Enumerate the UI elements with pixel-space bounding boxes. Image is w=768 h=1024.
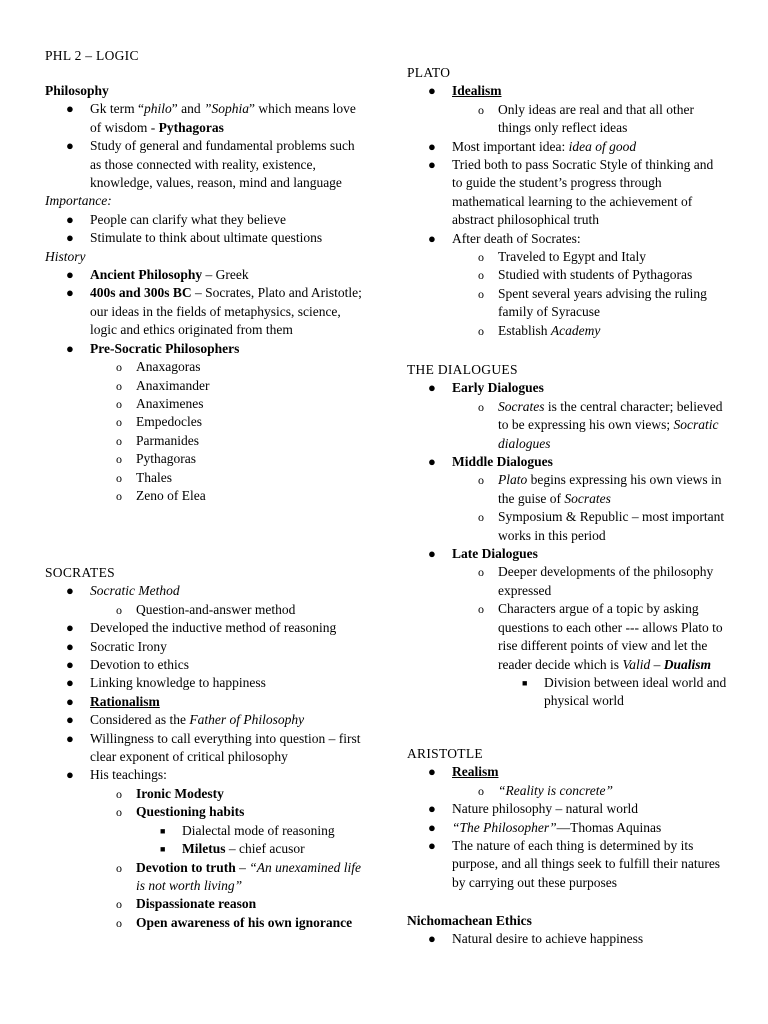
list-item: ● Developed the inductive method of reasoning: [45, 619, 367, 637]
list-item: o Dispassionate reason: [45, 895, 367, 913]
circle-bullet-icon: o: [478, 602, 484, 617]
list-item: ● Tried both to pass Socratic Style of thinking and to guide the student’s progress through mathematical learning to the achievement of abstract philosophical truth: [428, 157, 714, 228]
bullet-icon: ●: [66, 712, 74, 728]
circle-bullet-icon: o: [478, 268, 484, 283]
bullet-icon: ●: [428, 83, 436, 99]
list-item: ■ Miletus – chief acusor: [45, 840, 367, 858]
circle-bullet-icon: o: [116, 378, 122, 393]
square-bullet-icon: ■: [160, 844, 166, 855]
list-item: ● People can clarify what they believe: [45, 211, 367, 229]
list-item: o Pythagoras: [45, 450, 367, 468]
list-item: ● Idealism: [407, 82, 727, 100]
philosophy-section: [45, 82, 367, 505]
list-item: ● Gk term “philo” and ”Sophia” which means love of wisdom - Pythagoras: [66, 101, 356, 135]
bullet-icon: ●: [428, 801, 436, 817]
list-item: o Studied with students of Pythagoras: [407, 266, 727, 284]
circle-bullet-icon: o: [116, 470, 122, 485]
list-item: ● Ancient Philosophy – Greek: [45, 266, 367, 284]
circle-bullet-icon: o: [478, 286, 484, 301]
bullet-icon: ●: [66, 638, 74, 654]
list-item: ● Early Dialogues: [407, 379, 727, 397]
bullet-icon: ●: [428, 546, 436, 562]
list-item: o Empedocles: [45, 413, 367, 431]
circle-bullet-icon: o: [116, 897, 122, 912]
plato-section: [407, 64, 727, 340]
list-item: o Establish Academy: [407, 322, 727, 340]
circle-bullet-icon: o: [478, 102, 484, 117]
circle-bullet-icon: o: [478, 399, 484, 414]
list-item: o Traveled to Egypt and Italy: [407, 248, 727, 266]
list-item: ■ Division between ideal world and physical world: [522, 674, 727, 709]
philosophy-heading: Philosophy: [45, 83, 109, 98]
list-item: ● Study of general and fundamental problems such as those connected with reality, existence, knowledge, values, reason, mind and language: [66, 138, 355, 191]
bullet-icon: ●: [66, 675, 74, 691]
list-item: ● Realism: [407, 763, 727, 781]
list-item: ● Pre-Socratic Philosophers: [45, 340, 367, 358]
bullet-icon: ●: [428, 819, 436, 835]
bullet-icon: ●: [428, 764, 436, 780]
list-item: o Only ideas are real and that all other things only reflect ideas: [478, 101, 695, 136]
list-item: ● Stimulate to think about ultimate questions: [45, 229, 367, 247]
bullet-icon: ●: [66, 583, 74, 599]
bullet-icon: ●: [428, 380, 436, 396]
list-item: ● “The Philosopher”—Thomas Aquinas: [407, 819, 727, 837]
bullet-icon: ●: [66, 138, 74, 154]
list-item: o “Reality is concrete”: [407, 782, 727, 800]
list-item: o Socrates is the central character; believed to be expressing his own views; Socratic dialogues: [478, 398, 723, 451]
list-item: ● Considered as the Father of Philosophy: [45, 711, 367, 729]
bullet-icon: ●: [66, 285, 74, 301]
list-item: ● Socratic Irony: [45, 638, 367, 656]
list-item: o Deeper developments of the philosophy expressed: [478, 564, 714, 598]
list-item: o Devotion to truth – “An unexamined life is not worth living”: [116, 859, 361, 893]
list-item: o Symposium & Republic – most important works in this period: [478, 509, 725, 543]
list-item: ● Rationalism: [45, 693, 367, 711]
list-item: o Plato begins expressing his own views in the guise of Socrates: [478, 472, 722, 506]
list-item: o Questioning habits: [45, 803, 367, 821]
list-item: o Anaximander: [45, 377, 367, 395]
bullet-icon: ●: [66, 693, 74, 709]
aristotle-heading: ARISTOTLE: [407, 746, 483, 761]
circle-bullet-icon: o: [116, 786, 122, 801]
aristotle-section: [407, 745, 727, 892]
circle-bullet-icon: o: [116, 452, 122, 467]
list-item: ● After death of Socrates:: [407, 230, 727, 248]
circle-bullet-icon: o: [478, 250, 484, 265]
list-item: ● His teachings:: [45, 766, 367, 784]
importance-label: Importance:: [45, 193, 112, 209]
circle-bullet-icon: o: [116, 602, 122, 617]
bullet-icon: ●: [66, 267, 74, 283]
plato-heading: PLATO: [407, 65, 451, 80]
list-item: ● Late Dialogues: [407, 545, 727, 563]
list-item: o Thales: [45, 469, 367, 487]
list-item: ● Natural desire to achieve happiness: [407, 930, 727, 948]
circle-bullet-icon: o: [478, 510, 484, 525]
bullet-icon: ●: [428, 931, 436, 947]
list-item: ● 400s and 300s BC – Socrates, Plato and Aristotle; our ideas in the fields of metaphysics, science, logic and ethics originated from them: [66, 285, 362, 338]
circle-bullet-icon: o: [116, 488, 122, 503]
doc-title: PHL 2 – LOGIC: [45, 48, 139, 63]
bullet-icon: ●: [66, 767, 74, 783]
circle-bullet-icon: o: [478, 473, 484, 488]
list-item: ■ Dialectal mode of reasoning: [45, 822, 367, 840]
list-item: o Spent several years advising the ruling family of Syracuse: [478, 285, 707, 320]
ethics-section: [407, 912, 727, 949]
bullet-icon: ●: [66, 230, 74, 246]
circle-bullet-icon: o: [116, 433, 122, 448]
circle-bullet-icon: o: [116, 915, 122, 930]
bullet-icon: ●: [66, 730, 74, 746]
bullet-icon: ●: [66, 620, 74, 636]
circle-bullet-icon: o: [478, 565, 484, 580]
circle-bullet-icon: o: [116, 360, 122, 375]
circle-bullet-icon: o: [478, 783, 484, 798]
dialogues-section: [407, 361, 727, 711]
bullet-icon: ●: [428, 230, 436, 246]
circle-bullet-icon: o: [116, 860, 122, 875]
ethics-heading: Nichomachean Ethics: [407, 913, 532, 928]
circle-bullet-icon: o: [116, 415, 122, 430]
bullet-icon: ●: [428, 454, 436, 470]
list-item: ● Most important idea: idea of good: [407, 138, 727, 156]
bullet-icon: ●: [66, 101, 74, 117]
circle-bullet-icon: o: [116, 805, 122, 820]
dialogues-heading: THE DIALOGUES: [407, 362, 518, 377]
list-item: o Parmanides: [45, 432, 367, 450]
square-bullet-icon: ■: [522, 677, 528, 688]
list-item: ● Nature philosophy – natural world: [407, 800, 727, 818]
bullet-icon: ●: [66, 657, 74, 673]
list-item: ● Linking knowledge to happiness: [45, 674, 367, 692]
circle-bullet-icon: o: [116, 396, 122, 411]
bullet-icon: ●: [428, 138, 436, 154]
bullet-icon: ●: [428, 157, 436, 173]
list-item: ● Middle Dialogues: [407, 453, 727, 471]
list-item: o Anaxagoras: [45, 358, 367, 376]
square-bullet-icon: ■: [160, 825, 166, 836]
list-item: ● Willingness to call everything into question – first clear exponent of critical philosophy: [66, 730, 361, 765]
list-item: o Question-and-answer method: [45, 601, 367, 619]
list-item: o Anaximenes: [45, 395, 367, 413]
list-item: ● Socratic Method: [45, 582, 367, 600]
list-item: o Open awareness of his own ignorance: [45, 914, 367, 932]
history-label: History: [45, 248, 86, 264]
bullet-icon: ●: [66, 211, 74, 227]
socrates-section: [45, 564, 367, 932]
list-item: ● Devotion to ethics: [45, 656, 367, 674]
socrates-heading: SOCRATES: [45, 565, 115, 580]
list-item: o Ironic Modesty: [45, 785, 367, 803]
bullet-icon: ●: [66, 340, 74, 356]
list-item: o Characters argue of a topic by asking questions to each other --- allows Plato to rise different points of view and let the reader decide which is Valid – Dualism: [478, 601, 723, 672]
list-item: ● The nature of each thing is determined by its purpose, and all things seek to fulfill their natures by carrying out these purposes: [428, 838, 721, 890]
circle-bullet-icon: o: [478, 323, 484, 338]
list-item: o Zeno of Elea: [45, 487, 367, 505]
bullet-icon: ●: [428, 838, 436, 854]
